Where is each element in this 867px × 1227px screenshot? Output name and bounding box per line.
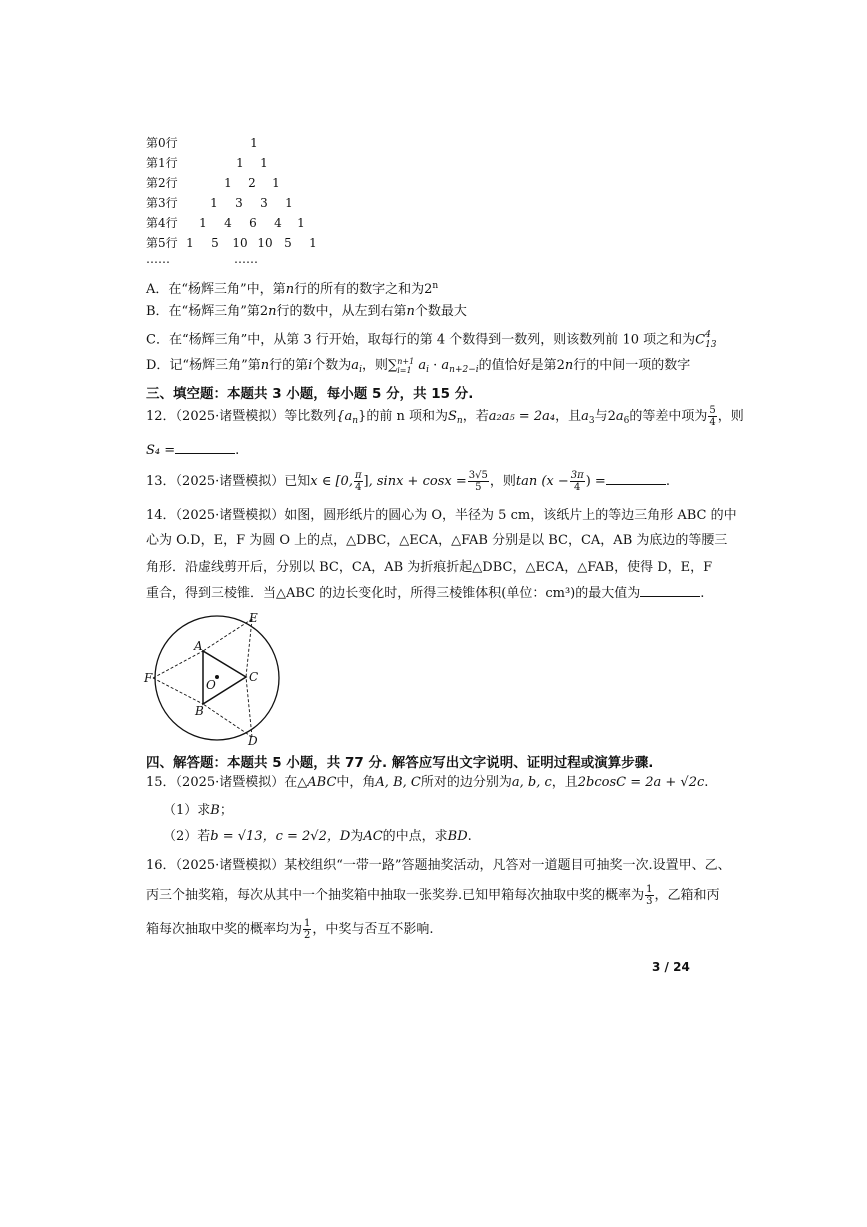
option-c-expr: C	[695, 332, 706, 348]
triangle-number: 1	[260, 156, 268, 170]
q12-fraction: $\frac{5}{4}$	[709, 405, 716, 428]
row-label: 第3行	[146, 196, 178, 210]
q15-p2-text: 为	[350, 829, 364, 844]
option-c	[146, 330, 717, 351]
triangle-number: 4	[274, 216, 282, 230]
q12-text: 12．（2025·诸暨模拟）等比数列	[146, 409, 337, 424]
q15-p1-end: ；	[219, 803, 233, 818]
triangle-number: 4	[224, 216, 232, 230]
option-d-text: D．记“杨辉三角”第	[146, 358, 261, 373]
q13-tan: tan (x −	[515, 474, 569, 489]
row-label: 第0行	[146, 136, 178, 150]
q13-tan-end: ) =	[585, 474, 606, 489]
q13-tan-fraction: $\frac{3\pi}{4}$	[570, 470, 584, 493]
triangle-number: 1	[272, 176, 280, 190]
option-b-var: n	[406, 304, 415, 319]
triangle-number: 2	[248, 176, 256, 190]
question-14-line4	[146, 583, 704, 605]
option-a-text: A．在“杨辉三角”中，第	[146, 282, 286, 297]
label-d: D	[248, 734, 258, 748]
row-label: 第5行	[146, 236, 178, 250]
q13-equation: , sinx + cosx =	[368, 474, 467, 489]
option-b	[146, 302, 467, 322]
option-b-text: B．在“杨辉三角”第2	[146, 304, 269, 319]
option-a-sup: n	[432, 281, 439, 291]
option-c-sub: 13	[705, 340, 717, 350]
question-14-line3: 角形．沿虚线剪开后，分别以 BC，CA，AB 为折痕折起△DBC，△ECA，△FAB，使得 D，E，F	[146, 560, 713, 575]
q12-text: 与	[594, 409, 608, 424]
triangle-number: 1	[210, 196, 218, 210]
question-12-line2	[146, 440, 239, 462]
option-b-text: 个数最大	[414, 304, 467, 319]
triangle-number: 1	[309, 236, 317, 250]
q15-p2-text: （2）若	[163, 829, 211, 844]
q16-text: 箱每次抽取中奖的概率均为	[146, 922, 303, 937]
question-14-line1: 14．（2025·诸暨模拟）如图，圆形纸片的圆心为 O，半径为 5 cm，该纸片上的等边三角形 ABC 的中	[146, 508, 737, 523]
triangle-number: 1	[186, 236, 194, 250]
label-c: C	[249, 670, 259, 684]
option-d-text: 的值恰好是第2	[478, 358, 565, 373]
option-a-var: n	[285, 282, 295, 297]
q12-text: 的前 n 项和为	[366, 409, 449, 424]
q13-text: 13．（2025·诸暨模拟）已知	[146, 474, 311, 489]
option-c-text: C．在“杨辉三角”中，从第 3 行开始，取每行的第 4 个数得到一数列，则该数列前 10 项之和为	[146, 332, 696, 348]
q12-text: ，若	[462, 409, 489, 424]
answer-blank	[606, 471, 666, 485]
question-15	[146, 772, 708, 794]
q13-pi-fraction: $\frac{\pi}{4}$	[354, 470, 362, 493]
q15-p1-text: （1）求	[163, 803, 211, 818]
question-16-line2	[146, 884, 720, 907]
q15-p2-b: b = √13	[210, 829, 263, 844]
q13-text: ，则	[489, 474, 516, 489]
q15-text: 所对的边分别为	[420, 775, 512, 790]
label-o: O	[206, 678, 216, 692]
q12-seq-end: }	[358, 409, 367, 424]
option-b-var: n	[268, 304, 277, 319]
period: .	[704, 775, 709, 790]
q15-p2-bd: BD	[447, 829, 468, 844]
ellipsis-left: ……	[146, 252, 170, 266]
q16-text: ，乙箱和丙	[654, 888, 720, 903]
triangle-number: 5	[284, 236, 292, 250]
question-12-line1: 12．（2025·诸暨模拟）等比数列$\{a_n\}$的前 n 项和为$S_n$，若a₂a₅ = 2a₄，且$a_3$与$2a_6$的等差中项为 $\frac{5}{4}$ ，则	[146, 405, 744, 428]
q12-seq-sub: n	[352, 416, 359, 426]
question-14-line2: 心为 O.D，E，F 为圆 O 上的点，△DBC，△ECA，△FAB 分别是以 BC，CA，AB 为底边的等腰三	[146, 533, 728, 548]
triangle-number: 6	[249, 216, 257, 230]
q15-text: 15．（2025·诸暨模拟）在	[146, 775, 298, 790]
triangle-number: 5	[211, 236, 219, 250]
answer-blank	[175, 440, 235, 454]
row-label: 第2行	[146, 176, 178, 190]
option-c-sup: 4	[705, 330, 711, 340]
q15-p2-text: 的中点，求	[382, 829, 448, 844]
triangle-number: 1	[297, 216, 305, 230]
q12-text: 的等差中项为	[629, 409, 708, 424]
option-d-text: 个数为	[312, 358, 352, 373]
triangle-number: 1	[199, 216, 207, 230]
question-16-line1: 16．（2025·诸暨模拟）某校组织“一带一路”答题抽奖活动，凡答对一道题目可抽奖一次.设置甲、乙、	[146, 858, 731, 873]
label-b: B	[195, 704, 204, 718]
page-number: 3 / 24	[652, 960, 690, 974]
q16-fraction-1: $\frac{1}{3}$	[646, 884, 653, 907]
triangle-number: 10	[257, 236, 273, 250]
row-label: 第1行	[146, 156, 178, 170]
q15-text: 中，角	[336, 775, 376, 790]
q15-equation: 2bcosC = 2a + √2c	[577, 775, 705, 790]
q12-text: ，且	[555, 409, 582, 424]
q16-text: ，中奖与否互不影响.	[312, 922, 434, 937]
q14-text: 重合，得到三棱锥．当△ABC 的边长变化时，所得三棱锥体积(单位：cm³)的最大值为	[146, 586, 641, 601]
q12-equation: a₂a₅ = 2a₄	[488, 409, 556, 424]
ellipsis-right: ……	[234, 252, 258, 266]
triangle-number: 3	[235, 196, 243, 210]
question-13	[146, 470, 670, 493]
triangle-number: 1	[224, 176, 232, 190]
option-d-text: ，则	[361, 358, 388, 373]
q16-fraction-2: $\frac{1}{2}$	[304, 918, 311, 941]
q12-seq: {a	[336, 409, 353, 424]
bracket: ]	[363, 474, 369, 489]
option-d: D．记“杨辉三角”第n行的第i个数为$a_i$，则∑ n+1 i=1 $a_i \cdot a_{n+2-i}$的值恰好是第2n行的中间一项的数字	[146, 356, 691, 375]
q13-condition: x ∈ [0,	[310, 474, 353, 489]
label-e: E	[249, 611, 258, 625]
q15-p2-c: ，c = 2√2	[262, 829, 327, 844]
section-4-heading: 四、解答题：本题共 5 小题，共 77 分. 解答应写出文字说明、证明过程或演算步骤.	[146, 755, 654, 771]
option-b-text: 行的数中，从左到右第	[276, 304, 407, 319]
period: .	[665, 474, 670, 489]
q12-text: ，则	[717, 409, 744, 424]
option-d-text: 行的第	[269, 358, 309, 373]
triangle-number: 3	[260, 196, 268, 210]
q15-text: ，且	[551, 775, 578, 790]
triangle-number: 10	[232, 236, 248, 250]
period: .	[467, 829, 472, 844]
row-label: 第4行	[146, 216, 178, 230]
q12-s4: S₄ =	[146, 443, 176, 458]
q15-triangle: △ABC	[297, 775, 337, 790]
q15-angles: A, B, C	[375, 775, 421, 790]
question-15-part1	[163, 800, 233, 822]
q15-sides: a, b, c	[511, 775, 552, 790]
section-3-heading: 三、填空题：本题共 3 小题，每小题 5 分，共 15 分.	[146, 386, 474, 402]
question-15-part2	[163, 826, 472, 848]
triangle-number: 1	[250, 136, 258, 150]
question-16-line3	[146, 918, 434, 941]
option-d-text: 行的中间一项的数字	[573, 358, 691, 373]
answer-blank	[640, 583, 700, 597]
triangle-number: 1	[236, 156, 244, 170]
label-f: F	[144, 671, 153, 685]
option-a-text: 行的所有的数字之和为2	[294, 282, 433, 297]
option-a	[146, 276, 438, 300]
q15-p2-ac: AC	[363, 829, 383, 844]
period: .	[235, 443, 240, 458]
triangle-number: 1	[285, 196, 293, 210]
q15-p1-var: B	[210, 803, 220, 818]
label-a: A	[194, 639, 203, 653]
q16-text: 丙三个抽奖箱，每次从其中一个抽奖箱中抽取一张奖券.已知甲箱每次抽取中奖的概率为	[146, 888, 645, 903]
circle-figure	[140, 608, 290, 748]
period: .	[700, 586, 705, 601]
q13-value-fraction: $\frac{3√5}{5}$	[468, 470, 488, 493]
q15-p2-d: ，D	[326, 829, 351, 844]
